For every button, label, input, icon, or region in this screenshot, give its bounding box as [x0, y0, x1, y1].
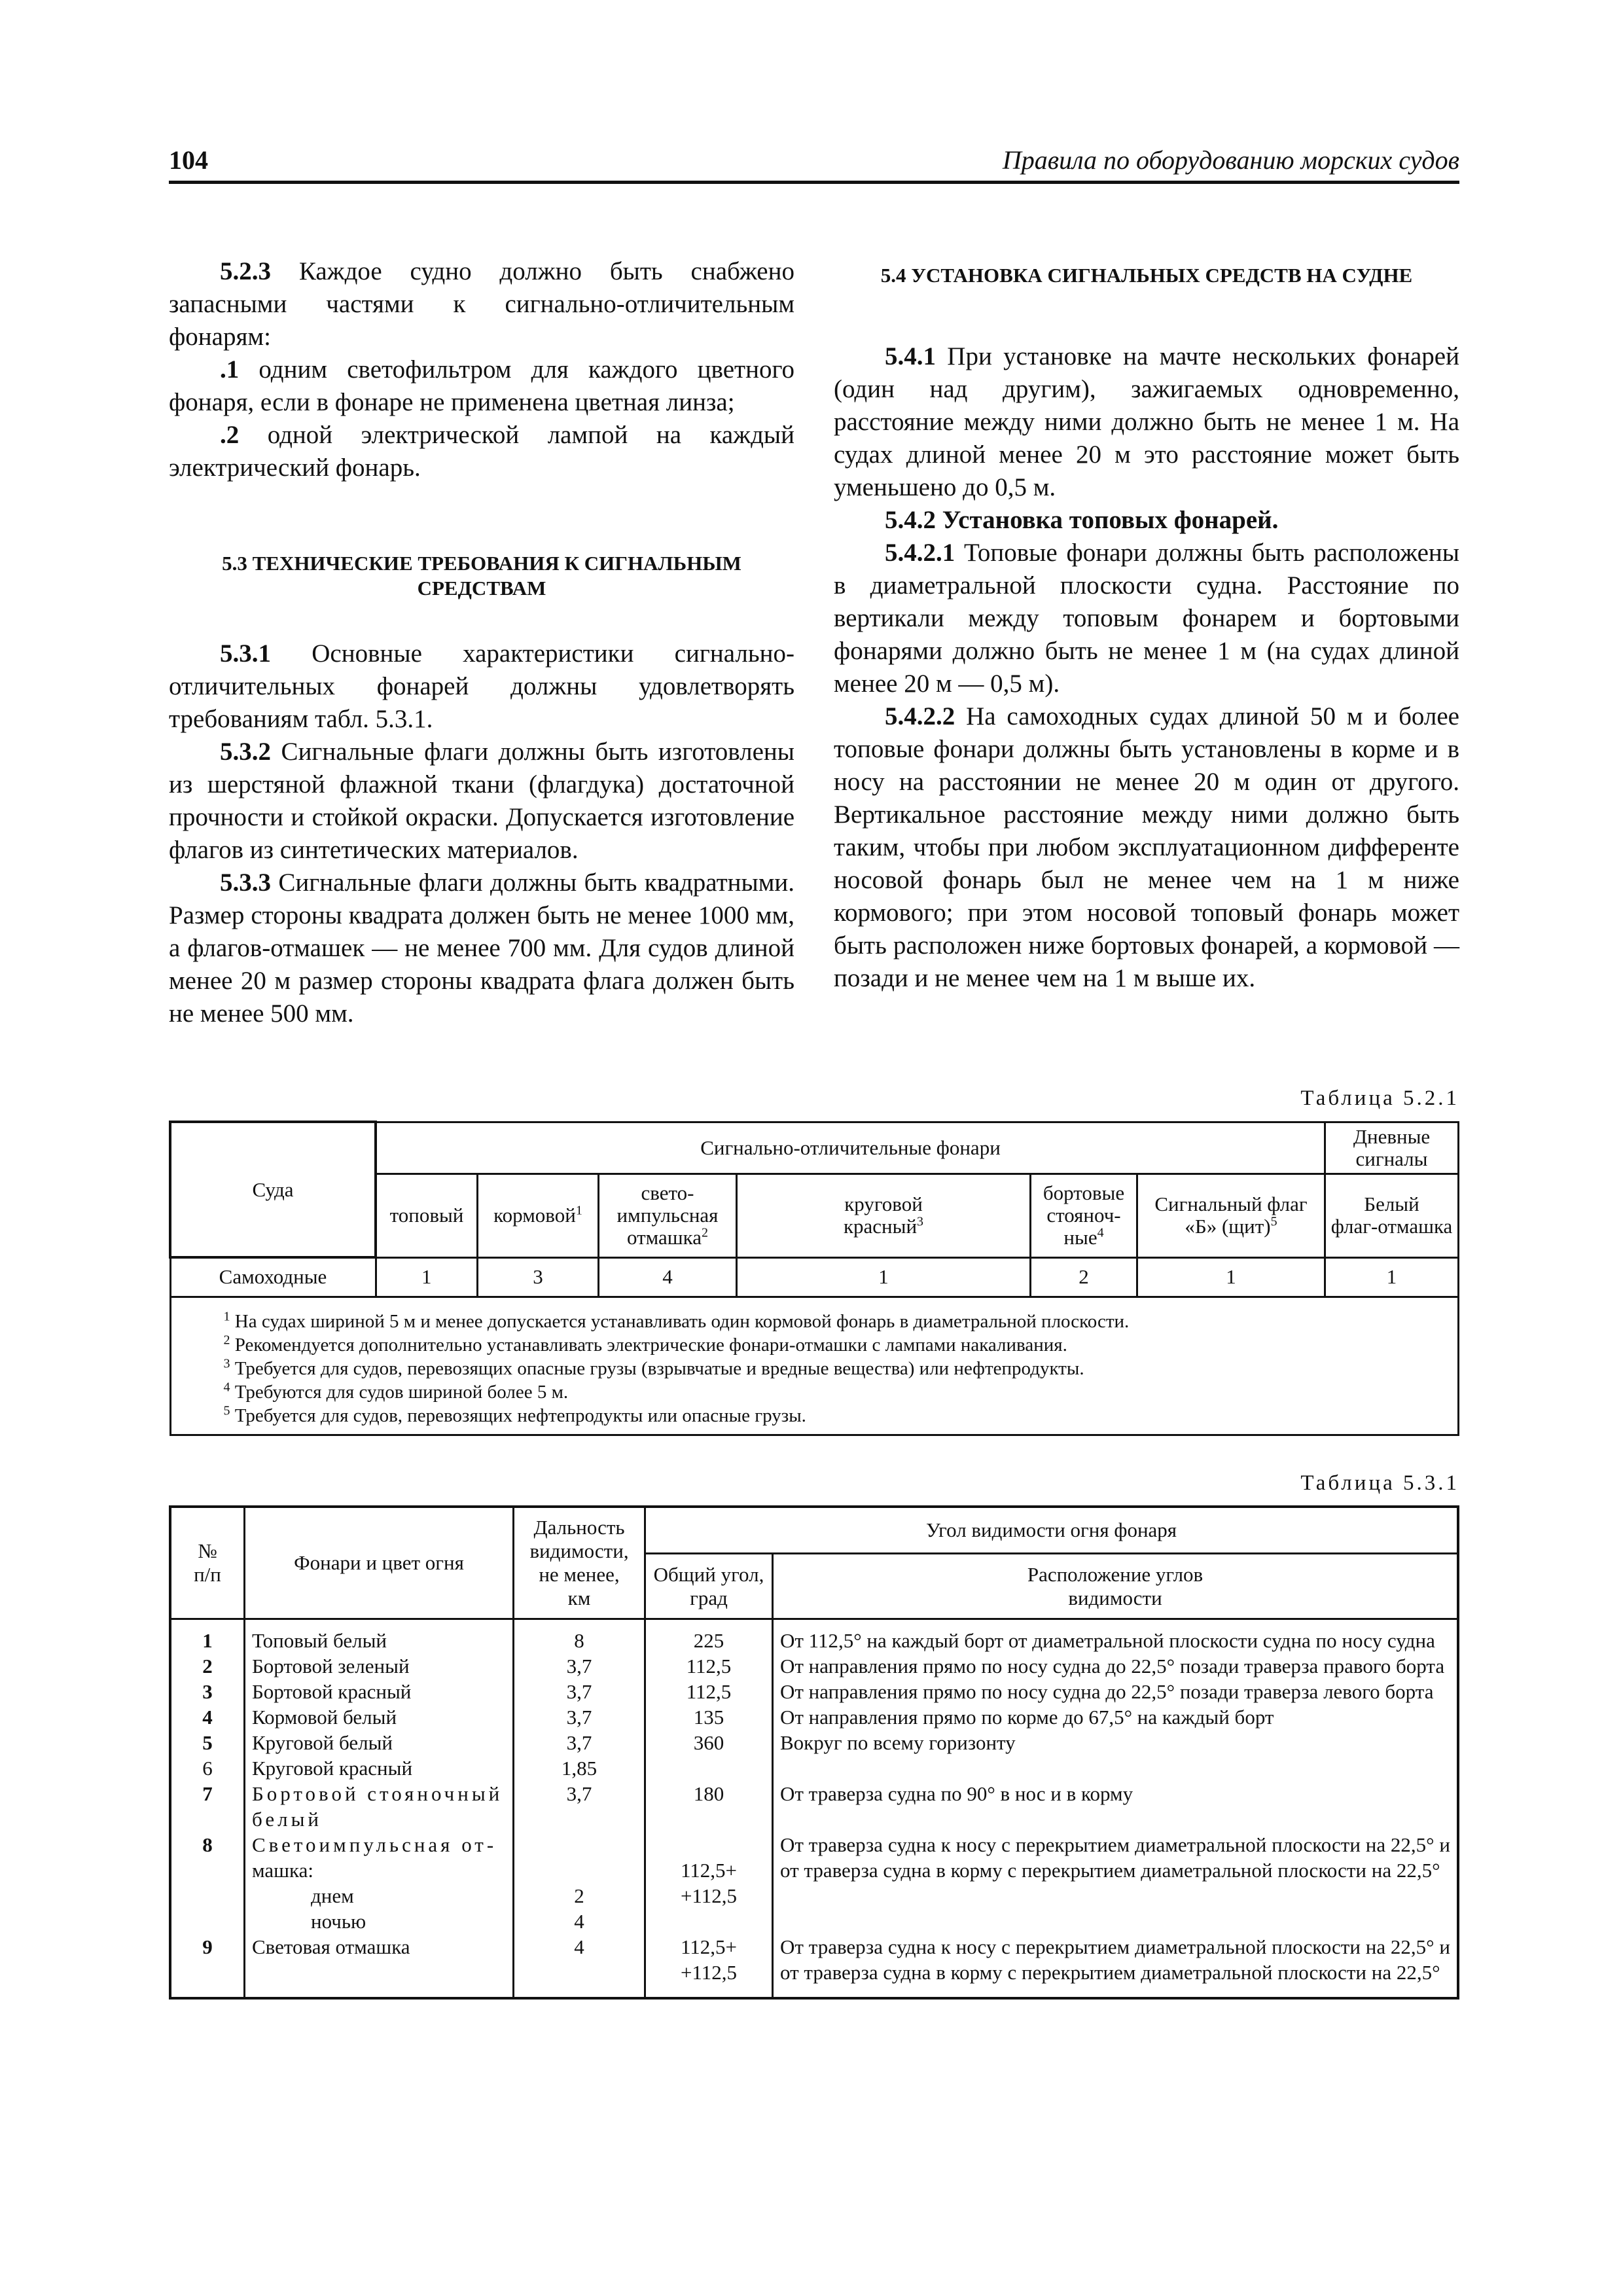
table-row: 8 Светоимпульсная от- машка: днем ночью 2 4 112,5+ +112,5 От траверза судна к носу с перекрытием диаметральной плоскости на 22,5° и от траверза судна в корму с перекрытием диаметральной плоскости на 22,5°	[170, 1832, 1458, 1934]
paragraph-5-4-1: 5.4.1 При установке на мачте нескольких фонарей (один над другим), зажигаемых одновременно, расстояние между ними должно быть не менее 1 м. На судах длиной менее 20 м это расстояние может быть уменьшено до 0,5 м.	[834, 342, 1459, 501]
h-side-anchor: бортовые стояноч- ные$^4$	[1031, 1174, 1137, 1257]
paragraph-5-4-2-2: 5.4.2.2 На самоходных судах длиной 50 м и более топовые фонари должны быть установлены в корме и в носу на расстоянии не менее 20 м один от другого. Вертикальное расстояние между ними должно быть таким, чтобы при любом эксплуатационном дифференте носовой фонарь был не менее чем на 1 м ниже кормового; при этом носовой топовый фонарь может быть расположен ниже бортовых фонарей, а кормовой — позади и не менее чем на 1 м выше их.	[834, 702, 1459, 992]
table-5-2-1	[169, 1121, 1459, 1436]
note-4: $^4$ Требуются для судов шириной более 5 м.	[223, 1379, 569, 1403]
paragraph-5-4-2: 5.4.2 Установка топовых фонарей.	[885, 506, 1279, 534]
document-page	[169, 0, 1459, 2296]
table-row: Самоходные 1 3 4 1 2 1 1	[170, 1257, 1459, 1297]
running-title: Правила по оборудованию морских судов	[1002, 145, 1459, 175]
h-visibility-range: Дальность видимости, не менее, км	[514, 1507, 645, 1619]
right-column	[834, 255, 1459, 995]
h-angle-arrangement: Расположение углов видимости	[773, 1554, 1459, 1619]
page-number: 104	[169, 145, 208, 175]
table-row: 7 Бортовой стояночный белый 3,7 180 От траверза судна по 90° в нос и в корму	[170, 1781, 1458, 1832]
note-5: $^5$ Требуется для судов, перевозящих нефтепродукты или опасные грузы.	[223, 1403, 806, 1426]
table-row: 3 Бортовой красный 3,7 112,5 От направления прямо по носу судна до 22,5° позади траверза левого борта	[170, 1679, 1458, 1704]
group-day-signals: Дневные сигналы	[1325, 1122, 1459, 1174]
section-heading-5-3: 5.3 ТЕХНИЧЕСКИЕ ТРЕБОВАНИЯ К СИГНАЛЬНЫМ СРЕДСТВАМ	[222, 552, 741, 600]
note-3: $^3$ Требуется для судов, перевозящих опасные грузы (взрывчатые и вредные вещества) или нефтепродукты.	[223, 1355, 1084, 1379]
list-item-1: .1 одним светофильтром для каждого цветного фонаря, если в фонаре не применена цветная линза;	[169, 355, 794, 416]
h-visibility-angle: Угол видимости огня фонаря	[645, 1507, 1459, 1554]
h-light-name: Фонари и цвет огня	[245, 1507, 514, 1619]
h-flash-light: свето- импульсная отмашка$^2$	[599, 1174, 737, 1257]
list-item-2: .2 одной электрической лампой на каждый электрический фонарь.	[169, 421, 794, 482]
section-heading-5-4: 5.4 УСТАНОВКА СИГНАЛЬНЫХ СРЕДСТВ НА СУДНЕ	[880, 264, 1413, 287]
table-row: 5 Круговой белый 3,7 360 Вокруг по всему горизонту	[170, 1730, 1458, 1755]
table-row: 1 Топовый белый 8 225 От 112,5° на каждый борт от диаметральной плоскости судна по носу судна	[170, 1619, 1458, 1654]
page-header	[169, 140, 1459, 184]
note-2: $^2$ Рекомендуется дополнительно устанавливать электрические фонари-отмашки с лампами накаливания.	[223, 1332, 1067, 1355]
paragraph-5-3-3: 5.3.3 Сигнальные флаги должны быть квадратными. Размер стороны квадрата должен быть не менее 1000 мм, а флагов-отмашек — не менее 700 мм. Для судов длиной менее 20 м размер стороны квадрата флага должен быть не менее 500 мм.	[169, 869, 794, 1028]
paragraph-5-2-3: 5.2.3 Каждое судно должно быть снабжено запасными частями к сигнально-отличительным фонарям:	[169, 257, 794, 351]
h-stern-light: кормовой$^1$	[478, 1174, 599, 1257]
table-row: 6 Круговой красный 1,85	[170, 1755, 1458, 1781]
table-row: 9 Световая отмашка 4 112,5+ +112,5 От траверза судна к носу с перекрытием диаметральной плоскости на 22,5° и от траверза судна в корму с перекрытием диаметральной плоскости на 22,5°	[170, 1934, 1458, 1998]
h-total-angle: Общий угол, град	[645, 1554, 773, 1619]
table-row: 4 Кормовой белый 3,7 135 От направления прямо по корме до 67,5° на каждый борт	[170, 1704, 1458, 1730]
table-5-3-1-caption: Таблица 5.3.1	[1300, 1471, 1459, 1495]
paragraph-5-3-1: 5.3.1 Основные характеристики сигнально-отличительных фонарей должны удовлетворять требованиям табл. 5.3.1.	[169, 639, 794, 733]
table-notes	[170, 1297, 1459, 1435]
h-red-all-round: круговой красный$^3$	[737, 1174, 1031, 1257]
left-column	[169, 255, 794, 1030]
table-5-3-1	[169, 1505, 1459, 2000]
h-top-light: топовый	[376, 1174, 478, 1257]
table-5-2-1-caption: Таблица 5.2.1	[1300, 1086, 1459, 1110]
h-number: № п/п	[170, 1507, 245, 1619]
group-signal-lights: Сигнально-отличительные фонари	[376, 1122, 1325, 1174]
paragraph-5-4-2-1: 5.4.2.1 Топовые фонари должны быть расположены в диаметральной плоскости судна. Расстояние по вертикали между топовым фонарем и бортовыми фонарями должно быть не менее 1 м (на судах длиной менее 20 м — 0,5 м).	[834, 539, 1459, 698]
table-row: 2 Бортовой зеленый 3,7 112,5 От направления прямо по носу судна до 22,5° позади траверза правого борта	[170, 1653, 1458, 1679]
h-signal-flag: Сигнальный флаг «Б» (щит)$^5$	[1137, 1174, 1325, 1257]
h-white-flag: Белый флаг-отмашка	[1325, 1174, 1459, 1257]
note-1: $^1$ На судах шириной 5 м и менее допускается устанавливать один кормовой фонарь в диаметральной плоскости.	[223, 1308, 1130, 1332]
paragraph-5-3-2: 5.3.2 Сигнальные флаги должны быть изготовлены из шерстяной флажной ткани (флагдука) достаточной прочности и стойкой окраски. Допускается изготовление флагов из синтетических материалов.	[169, 738, 794, 864]
col-vessels: Суда	[170, 1122, 376, 1257]
